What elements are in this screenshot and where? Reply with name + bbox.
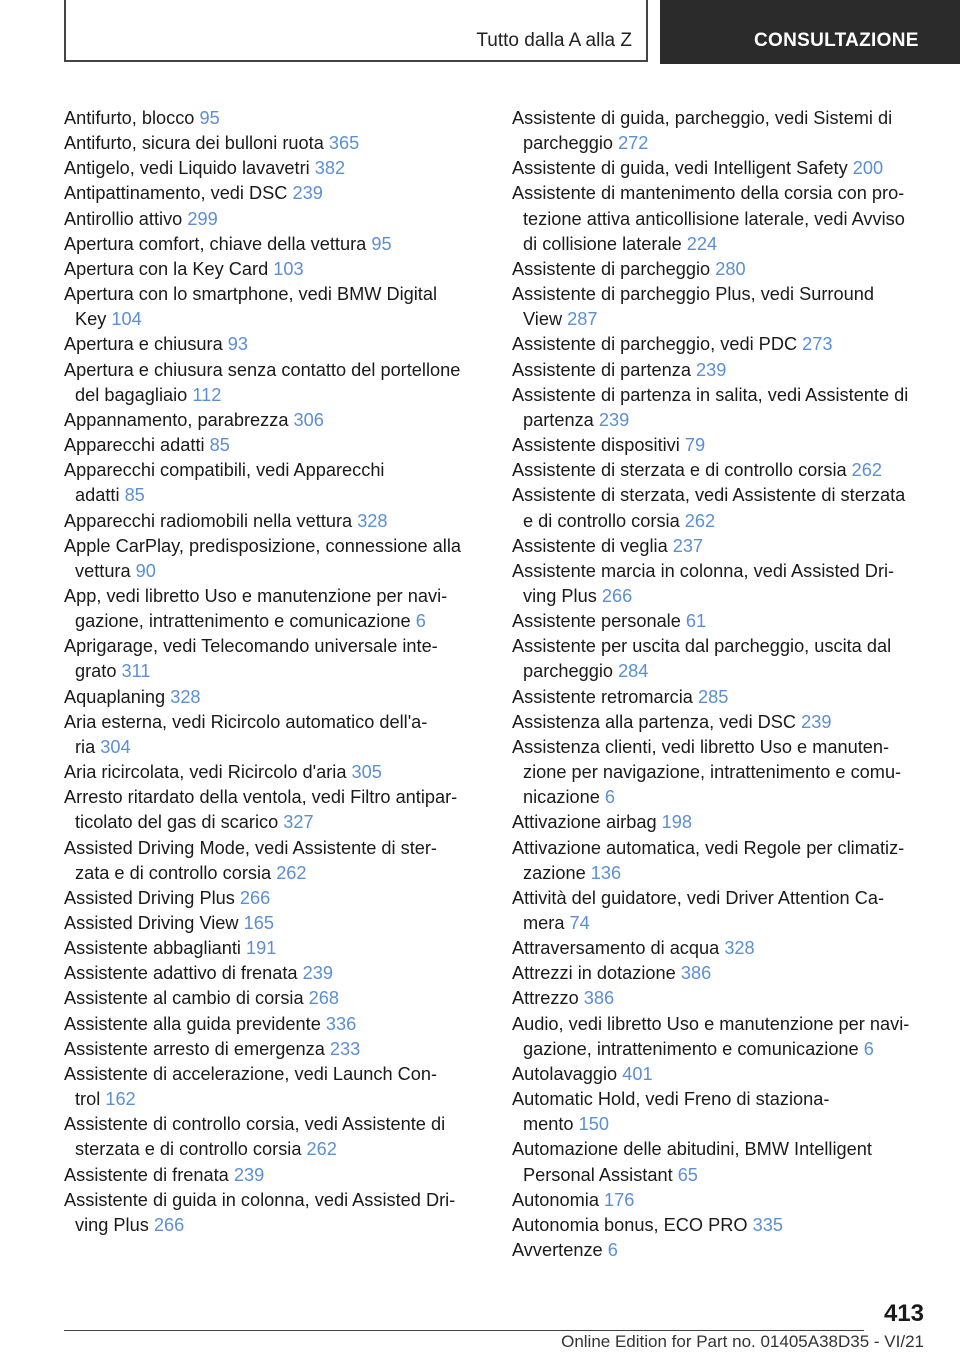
index-entry-text: Assistente di parcheggio, vedi PDC xyxy=(512,334,798,355)
page-reference-link[interactable]: 85 xyxy=(209,435,230,456)
index-entry xyxy=(64,1188,484,1238)
footer-divider xyxy=(64,1330,864,1331)
index-entry xyxy=(64,1037,484,1062)
index-entry xyxy=(512,181,932,256)
index-entry-text: Assistente di veglia xyxy=(512,535,668,556)
index-entry xyxy=(512,685,932,710)
index-entry-text: Attivazione airbag xyxy=(512,812,657,833)
index-entry-text: Autonomia bonus, ECO PRO xyxy=(512,1214,748,1235)
index-entry-text: zione per navigazione, intrattenimento e comu- xyxy=(523,762,902,783)
index-entry xyxy=(512,332,932,357)
page-reference-link[interactable]: 112 xyxy=(192,384,222,405)
index-entry-text: Apertura e chiusura xyxy=(64,334,223,355)
index-entry xyxy=(512,1188,932,1213)
index-entry-text: ria xyxy=(75,736,96,757)
index-entry-text: Assistente retromarcia xyxy=(512,686,693,707)
index-entry-text: Apertura e chiusura senza contatto del portellone xyxy=(64,359,461,380)
index-entry-text: Appannamento, parabrezza xyxy=(64,409,289,430)
index-entry-text: Assistente di accelerazione, vedi Launch Con- xyxy=(64,1063,438,1084)
index-entry xyxy=(64,634,484,684)
page-reference-link[interactable]: 6 xyxy=(604,787,616,808)
page-reference-link[interactable]: 95 xyxy=(199,108,220,128)
index-entry-text: Apparecchi radiomobili nella vettura xyxy=(64,510,353,531)
page-reference-link[interactable]: 266 xyxy=(153,1214,185,1235)
index-entry-text: zata e di controllo corsia xyxy=(75,862,272,883)
index-entry-text: trol xyxy=(75,1089,101,1110)
index-entry xyxy=(64,710,484,760)
index-entry-text: Attivazione automatica, vedi Regole per climatiz- xyxy=(512,837,905,858)
page-reference-link[interactable]: 95 xyxy=(371,233,392,254)
index-entry xyxy=(64,886,484,911)
page-reference-link[interactable]: 273 xyxy=(802,334,833,355)
page-reference-link[interactable]: 328 xyxy=(357,510,388,531)
index-entry xyxy=(64,433,484,458)
index-entry-text: Automazione delle abitudini, BMW Intelligent xyxy=(512,1139,872,1160)
page-reference-link[interactable]: 61 xyxy=(685,611,707,632)
index-entry-text: Assistente di frenata xyxy=(64,1164,229,1185)
index-entry-text: Apple CarPlay, predisposizione, connessione alla xyxy=(64,535,461,556)
index-entry-text: Apertura comfort, chiave della vettura xyxy=(64,233,367,254)
index-entry-text: del bagagliaio xyxy=(75,384,188,405)
index-entry-text: Assistente di guida, parcheggio, vedi Sistemi di xyxy=(512,108,893,128)
index-entry-text: Apparecchi compatibili, vedi Apparecchi xyxy=(64,460,385,481)
page-reference-link[interactable]: 6 xyxy=(415,611,426,632)
index-entry-text: Assistente di parcheggio xyxy=(512,258,711,279)
page-reference-link[interactable]: 327 xyxy=(283,812,314,833)
index-entry xyxy=(64,408,484,433)
index-entry-text: Assisted Driving Mode, vedi Assistente di ster- xyxy=(64,837,437,858)
page-reference-link[interactable]: 306 xyxy=(293,409,324,430)
index-entry-text: Aria esterna, vedi Ricircolo automatico dell'a- xyxy=(64,711,428,732)
index-entry-text: Assistente di sterzata, vedi Assistente di sterzata xyxy=(512,485,906,506)
page-reference-link[interactable]: 262 xyxy=(684,510,716,531)
index-entry-text: Apertura con la Key Card xyxy=(64,258,269,279)
page-reference-link[interactable]: 239 xyxy=(598,409,630,430)
index-entry-text: ving Plus xyxy=(75,1214,149,1235)
page-reference-link[interactable]: 311 xyxy=(121,661,151,682)
page-reference-link[interactable]: 268 xyxy=(308,988,339,1009)
page-reference-link[interactable]: 165 xyxy=(243,913,274,933)
header-section-box xyxy=(64,0,648,62)
index-entry xyxy=(64,685,484,710)
page-reference-link[interactable]: 150 xyxy=(578,1114,609,1135)
page-reference-link[interactable]: 191 xyxy=(246,938,277,959)
index-entry xyxy=(512,1012,932,1062)
index-entry-text: Key xyxy=(75,309,107,330)
index-entry xyxy=(64,358,484,408)
index-entry-text: Attività del guidatore, vedi Driver Attention Ca- xyxy=(512,887,885,908)
index-entry-text: Apparecchi adatti xyxy=(64,435,205,456)
chapter-title: CONSULTAZIONE xyxy=(754,30,919,51)
index-entry-text: parcheggio xyxy=(523,661,613,682)
index-entry-text: sterzata e di controllo corsia xyxy=(75,1139,302,1160)
index-entry xyxy=(512,609,932,634)
index-entry-text: Assistente di guida in colonna, vedi Assisted Dri- xyxy=(64,1189,456,1210)
index-entry-text: Assistente di partenza in salita, vedi Assistente di xyxy=(512,384,909,405)
page-reference-link[interactable]: 386 xyxy=(680,963,712,984)
index-entry xyxy=(64,836,484,886)
index-entry-text: Assistente di parcheggio Plus, vedi Surround xyxy=(512,284,874,305)
index-entry-text: Assistente alla guida previdente xyxy=(64,1013,321,1034)
page-number: 413 xyxy=(883,1300,924,1327)
page-reference-link[interactable]: 136 xyxy=(590,862,622,883)
page-reference-link[interactable]: 262 xyxy=(276,862,307,883)
index-entry xyxy=(512,836,932,886)
index-entry-text: Aprigarage, vedi Telecomando universale inte- xyxy=(64,636,438,657)
index-entry-text: adatti xyxy=(75,485,120,506)
page-reference-link[interactable]: 284 xyxy=(618,661,649,682)
index-entry-text: Arresto ritardato della ventola, vedi Filtro antipar- xyxy=(64,787,458,808)
header-chapter-tab xyxy=(660,0,960,64)
page-reference-link[interactable]: 266 xyxy=(601,585,633,606)
page-reference-link[interactable]: 6 xyxy=(607,1240,618,1261)
page-reference-link[interactable]: 280 xyxy=(715,258,746,279)
index-entry-text: Avvertenze xyxy=(512,1240,603,1261)
index-entry-text: Antirollio attivo xyxy=(64,208,183,229)
page-reference-link[interactable]: 239 xyxy=(801,711,832,732)
index-entry xyxy=(512,710,932,735)
index-entry-text: Assistente personale xyxy=(512,611,681,632)
index-entry-text: tezione attiva anticollisione laterale, vedi Avviso xyxy=(523,208,905,229)
index-entry xyxy=(64,509,484,534)
index-entry-text: mera xyxy=(523,913,565,933)
index-entry xyxy=(512,534,932,559)
index-entry xyxy=(512,961,932,986)
index-entry xyxy=(512,735,932,810)
index-column-left xyxy=(64,106,484,1238)
page-reference-link[interactable]: 239 xyxy=(696,359,727,380)
index-entry-text: Autonomia xyxy=(512,1189,599,1210)
page-reference-link[interactable]: 237 xyxy=(672,535,704,556)
index-entry-text: vettura xyxy=(75,560,131,581)
page-reference-link[interactable]: 103 xyxy=(273,258,304,279)
index-entry-text: parcheggio xyxy=(523,133,613,154)
page-reference-link[interactable]: 79 xyxy=(684,435,706,456)
index-entry-text: Autolavaggio xyxy=(512,1063,618,1084)
index-entry-text: Assistente dispositivi xyxy=(512,435,680,456)
index-entry-text: Assistenza clienti, vedi libretto Uso e manuten- xyxy=(512,736,890,757)
page-reference-link[interactable]: 328 xyxy=(170,686,201,707)
index-entry xyxy=(512,1062,932,1087)
index-entry xyxy=(512,559,932,609)
page-reference-link[interactable]: 287 xyxy=(567,309,598,330)
page-reference-link[interactable]: 272 xyxy=(618,133,649,154)
index-entry xyxy=(512,936,932,961)
index-entry-text: Assistente di partenza xyxy=(512,359,691,380)
index-entry-text: Attrezzi in dotazione xyxy=(512,963,676,984)
page-reference-link[interactable]: 262 xyxy=(306,1139,337,1160)
index-entry-text: Assistente arresto di emergenza xyxy=(64,1038,325,1059)
index-entry xyxy=(64,584,484,634)
index-entry xyxy=(64,458,484,508)
page-reference-link[interactable]: 104 xyxy=(111,309,142,330)
page-reference-link[interactable]: 299 xyxy=(187,208,218,229)
index-entry-text: Antifurto, sicura dei bulloni ruota xyxy=(64,133,324,154)
index-entry xyxy=(512,433,932,458)
index-entry-text: Attrezzo xyxy=(512,988,579,1009)
page-reference-link[interactable]: 401 xyxy=(622,1063,653,1084)
page-reference-link[interactable]: 200 xyxy=(852,158,884,179)
index-entry-text: Automatic Hold, vedi Freno di staziona- xyxy=(512,1089,830,1110)
index-entry-text: Apertura con lo smartphone, vedi BMW Digital xyxy=(64,284,438,305)
index-entry xyxy=(64,156,484,181)
index-entry-text: Assistente marcia in colonna, vedi Assisted Dri- xyxy=(512,560,895,581)
page-reference-link[interactable]: 224 xyxy=(686,233,718,254)
index-entry-text: Assistente di mantenimento della corsia con pro- xyxy=(512,183,905,204)
index-entry xyxy=(512,458,932,483)
index-entry xyxy=(64,534,484,584)
index-entry xyxy=(512,106,932,156)
index-entry xyxy=(512,634,932,684)
page-reference-link[interactable]: 176 xyxy=(604,1189,635,1210)
index-entry-text: Assistente per uscita dal parcheggio, uscita dal xyxy=(512,636,892,657)
index-entry xyxy=(512,1213,932,1238)
index-entry-text: Assistente adattivo di frenata xyxy=(64,963,298,984)
index-entry xyxy=(64,1112,484,1162)
page-reference-link[interactable]: 198 xyxy=(661,812,692,833)
index-entry-text: Aquaplaning xyxy=(64,686,166,707)
index-entry xyxy=(64,257,484,282)
index-entry-text: Assisted Driving Plus xyxy=(64,887,235,908)
page-reference-link[interactable]: 65 xyxy=(677,1164,698,1185)
index-entry xyxy=(512,886,932,936)
page-reference-link[interactable]: 285 xyxy=(698,686,729,707)
index-entry-text: Personal Assistant xyxy=(523,1164,673,1185)
index-entry-text: mento xyxy=(523,1114,574,1135)
index-entry-text: ving Plus xyxy=(523,585,597,606)
index-entry xyxy=(512,156,932,181)
page-reference-link[interactable]: 335 xyxy=(752,1214,783,1235)
index-column-right xyxy=(512,106,932,1263)
edition-footer: Online Edition for Part no. 01405A38D35 - VI/21 xyxy=(561,1332,924,1351)
index-entry xyxy=(512,986,932,1011)
index-entry xyxy=(512,1087,932,1137)
page-reference-link[interactable]: 239 xyxy=(302,963,333,984)
index-entry xyxy=(64,232,484,257)
index-entry xyxy=(64,961,484,986)
page-reference-link[interactable]: 233 xyxy=(329,1038,361,1059)
section-title: Tutto dalla A alla Z xyxy=(476,30,632,51)
index-entry xyxy=(512,282,932,332)
page-reference-link[interactable]: 304 xyxy=(100,736,131,757)
index-entry-text: Assistente al cambio di corsia xyxy=(64,988,304,1009)
index-entry xyxy=(64,1163,484,1188)
index-entry-text: Assisted Driving View xyxy=(64,913,239,933)
page-reference-link[interactable]: 262 xyxy=(851,460,883,481)
index-entry-text: di collisione laterale xyxy=(523,233,682,254)
index-entry-text: grato xyxy=(75,661,117,682)
index-entry-text: Audio, vedi libretto Uso e manutenzione per navi- xyxy=(512,1013,910,1034)
index-entry-text: ticolato del gas di scarico xyxy=(75,812,279,833)
index-entry-text: Assistente di guida, vedi Intelligent Safety xyxy=(512,158,848,179)
index-entry xyxy=(64,911,484,936)
page-reference-link[interactable]: 162 xyxy=(105,1089,136,1110)
index-entry-text: Attraversamento di acqua xyxy=(512,938,720,959)
index-entry-text: Aria ricircolata, vedi Ricircolo d'aria xyxy=(64,762,347,783)
index-entry xyxy=(64,936,484,961)
index-entry xyxy=(64,207,484,232)
index-entry-text: App, vedi libretto Uso e manutenzione per navi- xyxy=(64,585,448,606)
index-entry xyxy=(64,106,484,131)
index-entry-text: View xyxy=(523,309,563,330)
page-reference-link[interactable]: 382 xyxy=(314,158,346,179)
page-reference-link[interactable]: 328 xyxy=(724,938,755,959)
page-reference-link[interactable]: 266 xyxy=(239,887,271,908)
index-entry-text: gazione, intrattenimento e comunicazione xyxy=(523,1038,859,1059)
index-entry xyxy=(512,483,932,533)
page-reference-link[interactable]: 386 xyxy=(583,988,615,1009)
page-reference-link[interactable]: 239 xyxy=(233,1164,265,1185)
index-entry-text: Assistente abbaglianti xyxy=(64,938,241,959)
index-entry xyxy=(64,131,484,156)
index-entry-text: e di controllo corsia xyxy=(523,510,680,531)
index-entry xyxy=(512,1238,932,1263)
index-entry-text: zazione xyxy=(523,862,586,883)
index-entry-text: Assistente di sterzata e di controllo corsia xyxy=(512,460,847,481)
index-entry xyxy=(64,332,484,357)
page-reference-link[interactable]: 90 xyxy=(135,560,156,581)
index-entry-text: partenza xyxy=(523,409,594,430)
page-reference-link[interactable]: 85 xyxy=(124,485,145,506)
page-reference-link[interactable]: 365 xyxy=(328,133,360,154)
page-reference-link[interactable]: 336 xyxy=(325,1013,357,1034)
index-entry xyxy=(512,1137,932,1187)
page-reference-link[interactable]: 6 xyxy=(863,1038,874,1059)
page-reference-link[interactable]: 93 xyxy=(227,334,249,355)
index-entry-text: Antipattinamento, vedi DSC xyxy=(64,183,288,204)
index-entry xyxy=(64,760,484,785)
index-entry-text: Antifurto, blocco xyxy=(64,108,195,128)
index-entry xyxy=(512,257,932,282)
index-entry-text: nicazione xyxy=(523,787,600,808)
index-entry xyxy=(512,383,932,433)
index-entry xyxy=(64,986,484,1011)
index-entry-text: Antigelo, vedi Liquido lavavetri xyxy=(64,158,310,179)
index-entry xyxy=(512,358,932,383)
index-entry-text: Assistenza alla partenza, vedi DSC xyxy=(512,711,797,732)
index-entry xyxy=(64,1062,484,1112)
page-reference-link[interactable]: 305 xyxy=(351,762,382,783)
page-reference-link[interactable]: 74 xyxy=(569,913,590,933)
index-entry xyxy=(64,785,484,835)
page-reference-link[interactable]: 239 xyxy=(292,183,323,204)
index-entry xyxy=(64,181,484,206)
index-entry xyxy=(512,810,932,835)
index-entry-text: gazione, intrattenimento e comunicazione xyxy=(75,611,411,632)
index-entry xyxy=(64,1012,484,1037)
index-entry-text: Assistente di controllo corsia, vedi Assistente di xyxy=(64,1114,446,1135)
index-entry xyxy=(64,282,484,332)
